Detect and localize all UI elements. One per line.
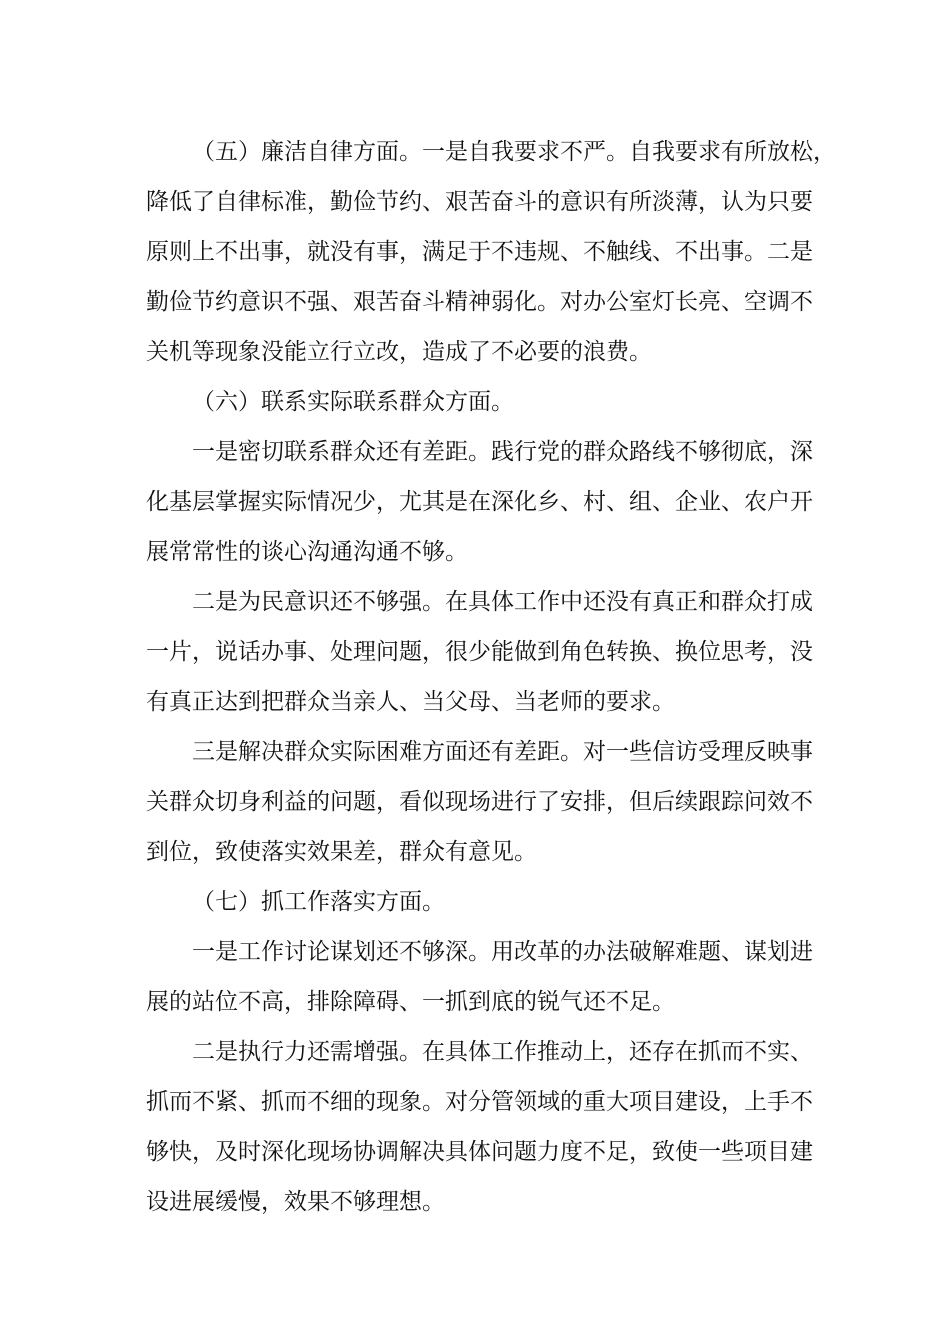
paragraph-line: 一片，说话办事、处理问题，很少能做到角色转换、换位思考，没	[146, 639, 813, 665]
paragraph-line: 展常常性的谈心沟通沟通不够。	[146, 539, 468, 565]
paragraph-line: 一是工作讨论谋划还不够深。用改革的办法破解难题、谋划进	[192, 939, 813, 965]
paragraph-line: 二是执行力还需增强。在具体工作推动上，还存在抓而不实、	[192, 1039, 813, 1065]
paragraph-line: 有真正达到把群众当亲人、当父母、当老师的要求。	[146, 689, 675, 715]
paragraph-line: （五）廉洁自律方面。一是自我要求不严。自我要求有所放松，	[192, 139, 836, 165]
paragraph-line: 二是为民意识还不够强。在具体工作中还没有真正和群众打成	[192, 589, 813, 615]
paragraph-line: 勤俭节约意识不强、艰苦奋斗精神弱化。对办公室灯长亮、空调不	[146, 289, 813, 315]
paragraph-line: 一是密切联系群众还有差距。践行党的群众路线不够彻底，深	[192, 439, 813, 465]
paragraph-line: 到位，致使落实效果差，群众有意见。	[146, 839, 537, 865]
paragraph-line: 原则上不出事，就没有事，满足于不违规、不触线、不出事。二是	[146, 239, 813, 265]
paragraph-line: 关机等现象没能立行立改，造成了不必要的浪费。	[146, 339, 652, 365]
paragraph-line: 化基层掌握实际情况少，尤其是在深化乡、村、组、企业、农户开	[146, 489, 813, 515]
paragraph-line: 展的站位不高，排除障碍、一抓到底的锐气还不足。	[146, 989, 675, 1015]
section-heading: （七）抓工作落实方面。	[192, 889, 445, 915]
paragraph-line: 三是解决群众实际困难方面还有差距。对一些信访受理反映事	[192, 739, 813, 765]
paragraph-line: 设进展缓慢，效果不够理想。	[146, 1189, 445, 1215]
paragraph-line: 抓而不紧、抓而不细的现象。对分管领域的重大项目建设，上手不	[146, 1089, 813, 1115]
paragraph-line: 关群众切身利益的问题，看似现场进行了安排，但后续跟踪问效不	[146, 789, 813, 815]
section-heading: （六）联系实际联系群众方面。	[192, 389, 514, 415]
paragraph-line: 降低了自律标准，勤俭节约、艰苦奋斗的意识有所淡薄，认为只要	[146, 189, 813, 215]
paragraph-line: 够快，及时深化现场协调解决具体问题力度不足，致使一些项目建	[146, 1139, 813, 1165]
